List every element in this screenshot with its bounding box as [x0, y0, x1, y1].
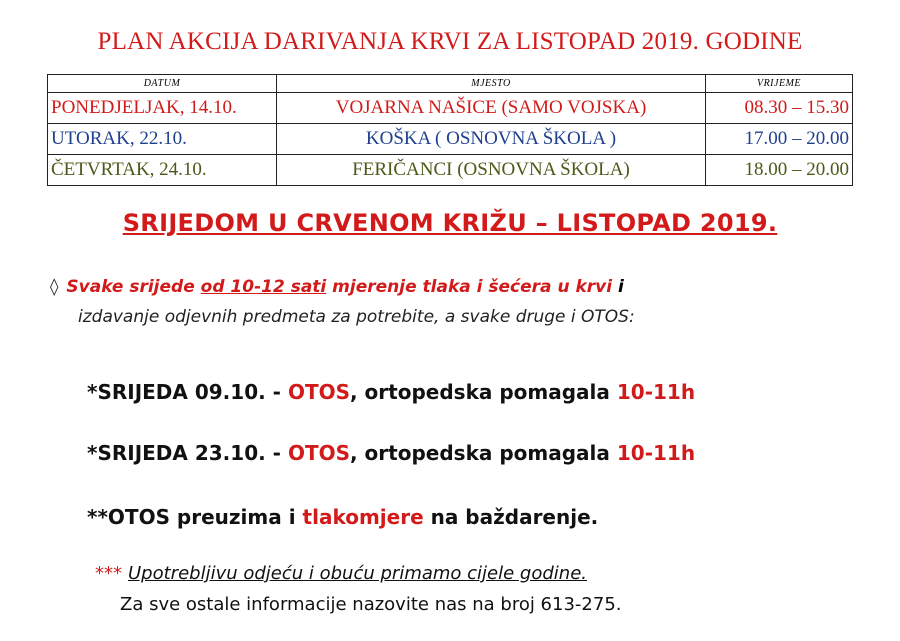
event-otos: OTOS — [287, 441, 350, 465]
page-title: PLAN AKCIJA DARIVANJA KRVI ZA LISTOPAD 2019. GODINE — [97, 28, 803, 55]
row-date: PONEDJELJAK, 14.10. — [48, 93, 277, 124]
bullet-hours: od 10-12 sati — [200, 277, 327, 297]
row-time: 18.00 – 20.00 — [706, 155, 853, 186]
clothes-note-text: Upotrebljivu odjeću i obuću primamo cijele godine. — [128, 563, 587, 584]
note-stars: *** — [95, 563, 122, 584]
clothes-note — [95, 563, 587, 584]
event-desc: , ortopedska pomagala — [350, 380, 617, 404]
event-time: 10-11h — [616, 380, 696, 404]
row-place: FERIČANCI (OSNOVNA ŠKOLA) — [277, 155, 706, 186]
event-date: *SRIJEDA 23.10. - — [87, 441, 288, 465]
event-otos: OTOS — [287, 380, 350, 404]
otos-calibration-note — [87, 505, 598, 529]
section-subtitle: SRIJEDOM U CRVENOM KRIŽU – LISTOPAD 2019. — [122, 209, 778, 237]
table-header-row — [48, 75, 853, 93]
note-suffix: na baždarenje. — [423, 505, 599, 529]
row-time: 08.30 – 15.30 — [706, 93, 853, 124]
row-place: VOJARNA NAŠICE (SAMO VOJSKA) — [277, 93, 706, 124]
table-row — [48, 93, 853, 124]
bullet-text-1: Svake srijede — [66, 277, 201, 297]
row-place: KOŠKA ( OSNOVNA ŠKOLA ) — [277, 124, 706, 155]
event-desc: , ortopedska pomagala — [350, 441, 617, 465]
note-prefix: **OTOS preuzima i — [87, 505, 303, 529]
note-highlight: tlakomjere — [302, 505, 424, 529]
contact-info: Za sve ostale informacije nazovite nas na broj 613-275. — [120, 594, 622, 615]
schedule-table — [47, 74, 853, 186]
diamond-bullet-icon: ◊ — [50, 277, 59, 297]
header-time: VRIJEME — [706, 75, 853, 93]
table-row — [48, 124, 853, 155]
event-line — [87, 380, 695, 404]
event-time: 10-11h — [616, 441, 696, 465]
header-place: MJESTO — [277, 75, 706, 93]
wednesday-bullet — [50, 277, 624, 297]
row-date: ČETVRTAK, 24.10. — [48, 155, 277, 186]
event-date: *SRIJEDA 09.10. - — [87, 380, 288, 404]
bullet-text-2: mjerenje tlaka i šećera u krvi — [326, 277, 613, 297]
row-date: UTORAK, 22.10. — [48, 124, 277, 155]
bullet-continuation: izdavanje odjevnih predmeta za potrebite, a svake druge i OTOS: — [78, 307, 635, 327]
header-date: DATUM — [48, 75, 277, 93]
table-row — [48, 155, 853, 186]
event-line — [87, 441, 695, 465]
row-time: 17.00 – 20.00 — [706, 124, 853, 155]
bullet-text-3: i — [612, 277, 624, 297]
